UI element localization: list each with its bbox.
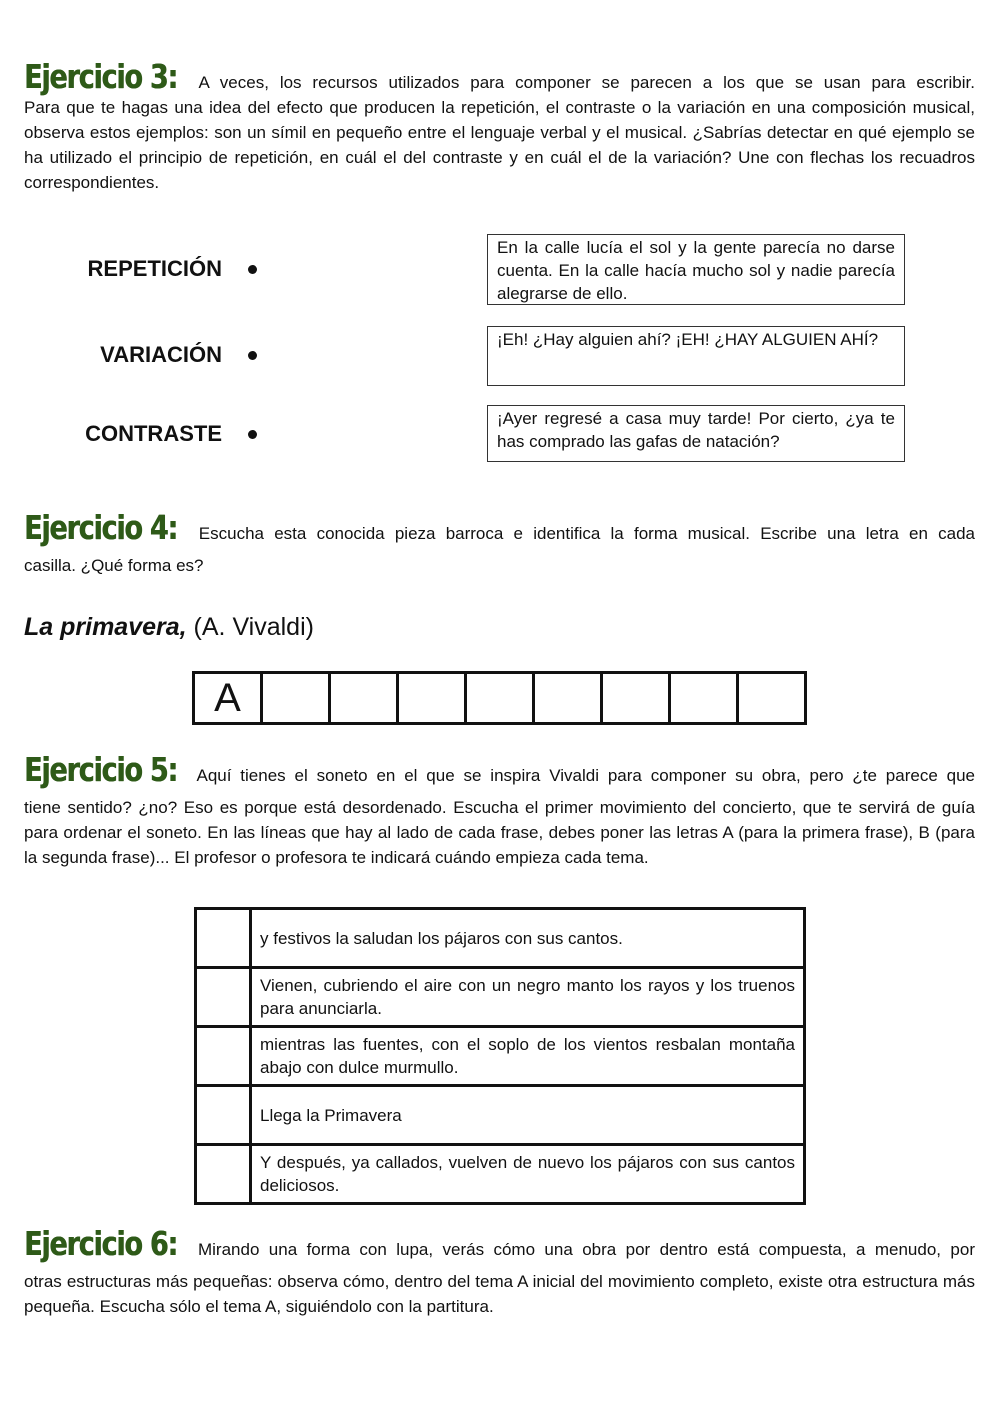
connector-dot-variacion[interactable] [248, 351, 257, 360]
exercise-6-text: otras estructuras más pequeñas: observa cómo, dentro del tema A inicial del movimiento completo, existe otra estructura más pequeña. Escucha sólo el tema A, siguiéndolo con la partitura. [24, 1272, 975, 1316]
order-cell[interactable] [196, 909, 251, 968]
table-row [196, 1145, 805, 1204]
connector-dot-repeticion[interactable] [248, 265, 257, 274]
sonnet-line: mientras las fuentes, con el soplo de los vientos resbalan montaña abajo con dulce murmullo. [251, 1027, 805, 1086]
form-answer-grid [192, 671, 807, 725]
example-box-2[interactable]: ¡Eh! ¿Hay alguien ahí? ¡EH! ¿HAY ALGUIEN AHÍ? [487, 326, 905, 386]
answer-cell[interactable] [603, 674, 671, 722]
order-cell[interactable] [196, 1027, 251, 1086]
sonnet-line: Vienen, cubriendo el aire con un negro manto los rayos y los truenos para anunciarla. [251, 968, 805, 1027]
exercise-6-first-line: Mirando una forma con lupa, verás cómo una obra por dentro está compuesta, a menudo, por [197, 1240, 975, 1259]
exercise-6-title: Ejercicio 6: [24, 1224, 177, 1263]
exercise-5-first-line: Aquí tienes el soneto en el que se inspira Vivaldi para componer su obra, pero ¿te parece que [196, 766, 975, 785]
exercise-4-intro [24, 508, 975, 547]
sonnet-line: Y después, ya callados, vuelven de nuevo los pájaros con sus cantos deliciosos. [251, 1145, 805, 1204]
work-composer: (A. Vivaldi) [193, 613, 314, 641]
sonnet-line: Llega la Primavera [251, 1086, 805, 1145]
label-repeticion: REPETICIÓN [87, 256, 222, 281]
label-contraste: CONTRASTE [85, 421, 222, 446]
order-cell[interactable] [196, 968, 251, 1027]
work-title: La primavera, [24, 613, 187, 641]
answer-cell[interactable] [467, 674, 535, 722]
exercise-4-title: Ejercicio 4: [24, 508, 177, 547]
exercise-3-title: Ejercicio 3: [24, 57, 177, 96]
exercise-3-first-line: A veces, los recursos utilizados para componer se parecen a los que se usan para escribir. [198, 73, 975, 92]
exercise-5 [24, 750, 975, 870]
example-box-3[interactable]: ¡Ayer regresé a casa muy tarde! Por cierto, ¿ya te has comprado las gafas de natación? [487, 405, 905, 462]
exercise-3-text: Para que te hagas una idea del efecto que producen la repetición, el contraste o la variación en una composición musical, observa estos ejemplos: son un símil en pequeño entre el lenguaje verbal y el musical. ¿Sabrías detectar en qué ejemplo se ha utilizado el principio de repetición, en cuál el del contraste y en cuál el de la variación? Une con flechas los recuadros correspondientes. [24, 98, 975, 192]
order-cell[interactable] [196, 1086, 251, 1145]
answer-cell[interactable] [399, 674, 467, 722]
table-row [196, 1027, 805, 1086]
answer-cell[interactable] [739, 674, 804, 722]
answer-cell[interactable]: A [195, 674, 263, 722]
answer-cell[interactable] [535, 674, 603, 722]
exercise-3-intro [24, 57, 975, 96]
answer-cell[interactable] [671, 674, 739, 722]
order-cell[interactable] [196, 1145, 251, 1204]
table-row [196, 909, 805, 968]
answer-cell[interactable] [263, 674, 331, 722]
exercise-5-title: Ejercicio 5: [24, 750, 177, 789]
connector-dot-contraste[interactable] [248, 430, 257, 439]
example-box-1[interactable]: En la calle lucía el sol y la gente parecía no darse cuenta. En la calle hacía mucho sol y nadie parecía alegrarse de ello. [487, 234, 905, 305]
exercise-6-intro [24, 1224, 975, 1263]
work-heading [24, 613, 314, 642]
sonnet-line: y festivos la saludan los pájaros con sus cantos. [251, 909, 805, 968]
exercise-5-text: tiene sentido? ¿no? Eso es porque está desordenado. Escucha el primer movimiento del concierto, que te servirá de guía para ordenar el soneto. En las líneas que hay al lado de cada frase, debes poner las letras A (para la primera frase), B (para la segunda frase)... El profesor o profesora te indicará cuándo empieza cada tema. [24, 798, 975, 867]
exercise-6 [24, 1224, 975, 1319]
exercise-4-text: casilla. ¿Qué forma es? [24, 556, 204, 575]
label-variacion: VARIACIÓN [100, 342, 222, 367]
answer-cell[interactable] [331, 674, 399, 722]
exercise-4-first-line: Escucha esta conocida pieza barroca e identifica la forma musical. Escribe una letra en cada [198, 524, 975, 543]
exercise-5-intro [24, 750, 975, 789]
table-row [196, 1086, 805, 1145]
sonnet-table [194, 907, 806, 1205]
table-row [196, 968, 805, 1027]
exercise-3 [24, 57, 975, 195]
exercise-4 [24, 508, 975, 578]
